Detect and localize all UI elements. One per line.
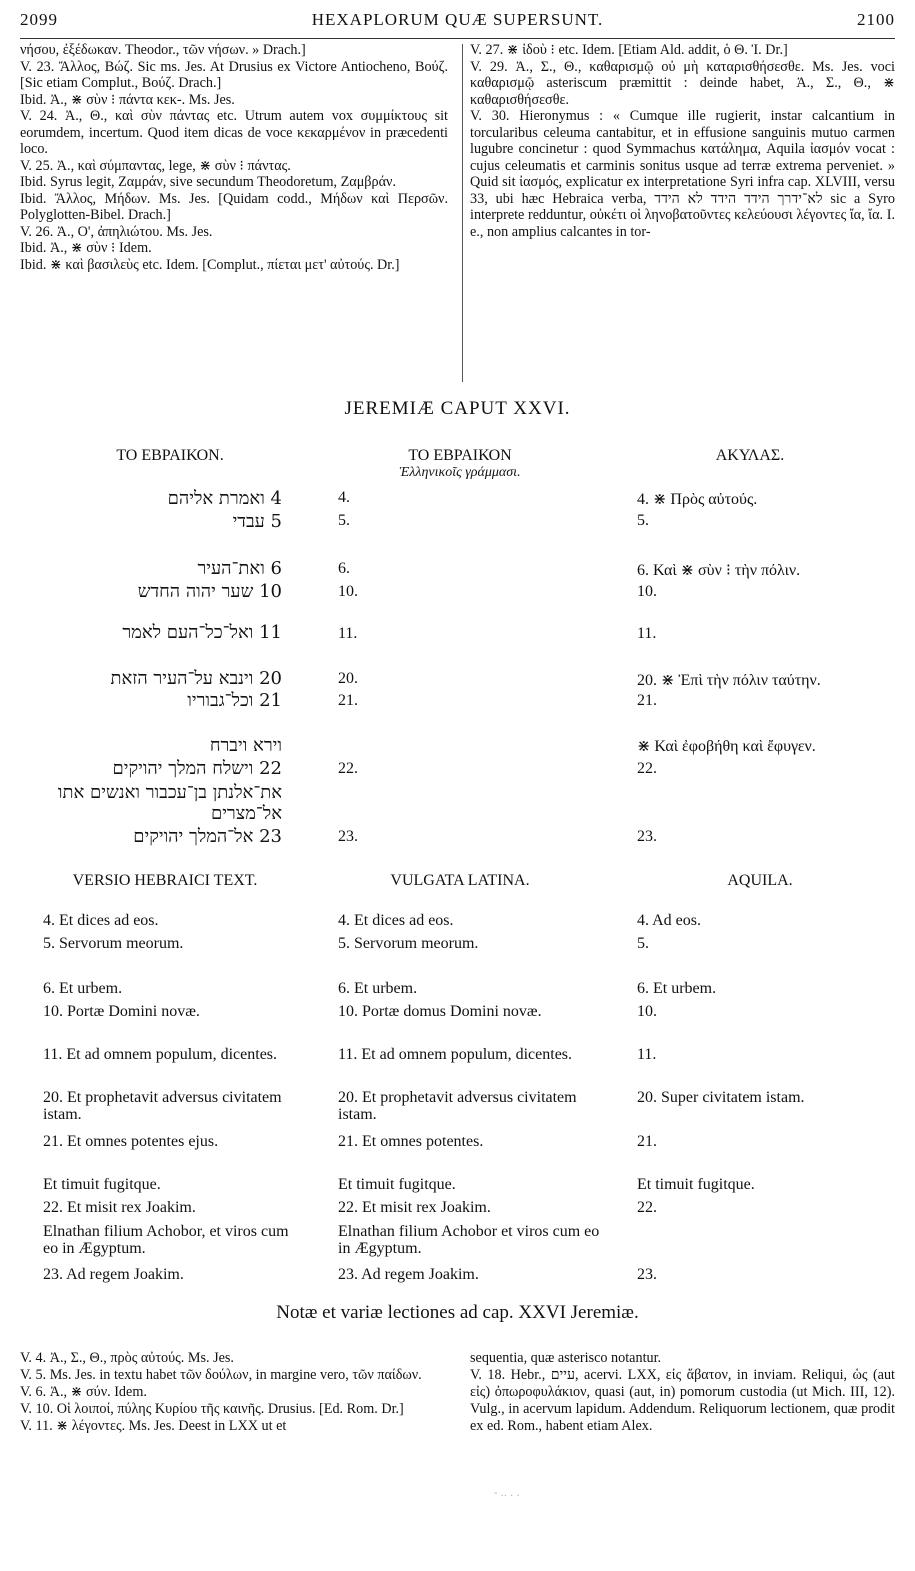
- mid-cell: 20.: [338, 670, 358, 687]
- versio-cell: 6. Et urbem.: [43, 980, 123, 997]
- header-versio: VERSIO HEBRAICI TEXT.: [72, 872, 258, 889]
- aquila-latin-cell: 21.: [637, 1133, 657, 1150]
- aquila-latin-cell: 22.: [637, 1199, 657, 1216]
- versio-cell: Elnathan filium Achobor, et viros cum eo in Ægyptum.: [43, 1223, 289, 1257]
- column-divider: [462, 44, 463, 382]
- note-paragraph: V. 23. Ἄλλος, Βώζ. Sic ms. Jes. At Drusius ex Victore Antiocheno, Βούζ. [Sic etiam Complut., Βούζ. Drach.]: [20, 58, 448, 91]
- versio-cell: 20. Et prophetavit adversus civitatem istam.: [43, 1089, 282, 1123]
- mid-cell: 4.: [338, 489, 350, 506]
- mid-cell: 11.: [338, 625, 358, 642]
- aquila-cell: ⋇ Καὶ ἐφοβήθη καὶ ἔφυγεν.: [637, 738, 816, 755]
- note-paragraph: sequentia, quæ asterisco notantur.: [470, 1350, 662, 1366]
- aquila-latin-cell: 5.: [637, 935, 649, 952]
- aquila-cell: 5.: [637, 512, 649, 529]
- aquila-latin-cell: 23.: [637, 1266, 657, 1283]
- aquila-cell: 23.: [637, 828, 657, 845]
- header-hebrew-greek-title: ΤΟ ΕΒΡΑΙΚΟΝ: [408, 447, 512, 464]
- hebrew-cell: 21 וכל־גבוריו: [187, 690, 282, 711]
- vulgata-cell: 11. Et ad omnem populum, dicentes.: [338, 1046, 573, 1063]
- hebrew-cell: אל־מצרים: [210, 803, 282, 824]
- vulgata-cell: 23. Ad regem Joakim.: [338, 1266, 479, 1283]
- hebrew-cell: וירא ויברח: [209, 735, 282, 756]
- running-header: [20, 10, 895, 34]
- aquila-latin-cell: 6. Et urbem.: [637, 980, 717, 997]
- note-paragraph: Ibid. Ἄλλος, Μήδων. Ms. Jes. [Quidam codd., Μήδων καὶ Περσῶν. Polyglotten-Bibel. Drach.]: [20, 190, 448, 223]
- header-hebrew: ΤΟ ΕΒΡΑΙΚΟΝ.: [116, 447, 224, 464]
- note-paragraph: Ibid. Syrus legit, Ζαμράν, sive secundum Theodoretum, Ζαμβράν.: [20, 174, 396, 190]
- running-title: HEXAPLORUM QUÆ SUPERSUNT.: [311, 10, 604, 29]
- aquila-latin-cell: 11.: [637, 1046, 657, 1063]
- note-paragraph: V. 6. Ἀ., ⋇ σύν. Idem.: [20, 1384, 147, 1400]
- note-paragraph: Ibid. ⋇ καὶ βασιλεὺς etc. Idem. [Complut., πίεται μετ' αὐτούς. Dr.]: [20, 256, 400, 273]
- versio-cell: 21. Et omnes potentes ejus.: [43, 1133, 219, 1150]
- aquila-latin-cell: 4. Ad eos.: [637, 912, 701, 929]
- hebrew-cell: 20 וינבא על־העיר הזאת: [110, 668, 282, 689]
- versio-cell: 11. Et ad omnem populum, dicentes.: [43, 1046, 278, 1063]
- vulgata-cell: 6. Et urbem.: [338, 980, 418, 997]
- header-aquila-latin: AQUILA.: [727, 872, 793, 889]
- note-paragraph: V. 4. Ἀ., Σ., Θ., πρὸς αὐτούς. Ms. Jes.: [20, 1350, 234, 1366]
- top-right-notes: [470, 42, 895, 240]
- page-number-left: 2099: [20, 10, 58, 29]
- hebrew-cell: 4 ואמרת אליהם: [167, 488, 282, 509]
- aquila-cell: 11.: [637, 625, 657, 642]
- hebrew-cell: 6 ואת־העיר: [197, 558, 282, 579]
- aquila-latin-cell: Et timuit fugitque.: [637, 1176, 755, 1193]
- vulgata-cell: 10. Portæ domus Domini novæ.: [338, 1003, 542, 1020]
- notes-title: Notæ et variæ lectiones ad cap. XXVI Jeremiæ.: [276, 1302, 639, 1323]
- vulgata-cell: 21. Et omnes potentes.: [338, 1133, 484, 1150]
- note-paragraph: V. 11. ⋇ λέγοντες. Ms. Jes. Deest in LXX ut et: [20, 1418, 287, 1434]
- aquila-latin-cell: 10.: [637, 1003, 657, 1020]
- header-aquila-greek: ΑΚΥΛΑΣ.: [715, 447, 785, 464]
- mid-cell: 10.: [338, 583, 358, 600]
- page-number-right: 2100: [857, 10, 895, 29]
- note-paragraph: V. 18. Hebr., עיים, acervi. LXX, εἰς ἄβατον, in inviam. Reliqui, ὡς (aut εἰς) ὀπωροφυλάκιον, quasi (aut, in) pomorum custodia (ut Mich. III, 12). Vulg., in acervum lapidum. Addendum. Reliquorum lectionem, quæ prodit ex ed. Rom., habent etiam Alex.: [470, 1367, 895, 1434]
- hebrew-cell: 22 וישלח המלך יהויקים: [112, 758, 282, 779]
- aquila-cell: 4. ⋇ Πρὸς αὐτούς.: [637, 491, 758, 508]
- note-paragraph: V. 29. Ἀ., Σ., Θ., καθαρισμῷ οὐ μὴ καταρισθήσεσθε. Ms. Jes. voci καθαρισμῷ asteriscum præmittit : deinde habet, Ἀ., Σ., Θ., ⋇ καθαρισθήσεσθε.: [470, 58, 895, 108]
- header-hebrew-greek-sub: Ἑλληνικοῖς γράμμασι.: [399, 465, 521, 480]
- note-paragraph: νήσου, ἐξέδωκαν. Theodor., τῶν νήσων. » Drach.]: [20, 42, 306, 58]
- vulgata-cell: 4. Et dices ad eos.: [338, 912, 454, 929]
- note-paragraph: V. 30. Hieronymus : « Cumque ille rugierit, instar calcantium in torcularibus celeuma cantabitur, et in effusione sanguinis mutuo carmen lugubre concinetur : quod Symmachus κατάλημα, Aquila ἰασμόν vocat : cujus celeumatis et carminis sonitus usque ad terræ extrema perveniet. » Quid sit ἰασμός, explicatur ex interpretatione Syri infra cap. XLVIII, versu 33, ubi hæc Hebraica verba, לא־ידרך הידד הידד לא הידד sic a Syro interprete redduntur, οὐκέτι οἱ ληνοβατοῦντες κελεύουσι λέγοντες ἴα, ἴα. I. e., non amplius calcantes in tor-: [470, 108, 895, 240]
- mid-cell: 21.: [338, 692, 358, 709]
- note-paragraph: Ibid. Ἀ., ⋇ σὺν ⁝ πάντα κεκ-. Ms. Jes.: [20, 91, 235, 108]
- top-left-notes: [20, 42, 448, 273]
- note-paragraph: Ibid. Ἀ., ⋇ σὺν ⁝ Idem.: [20, 240, 152, 256]
- vulgata-cell: 22. Et misit rex Joakim.: [338, 1199, 491, 1216]
- header-vulgata: VULGATA LATINA.: [390, 872, 530, 889]
- versio-cell: 4. Et dices ad eos.: [43, 912, 159, 929]
- note-paragraph: V. 24. Ἀ., Θ., καὶ σὺν πάντας etc. Utrum autem vox συμμίκτους sit eorumdem, incertum. Quod item dicas de voce κεκαρμένον in præcedenti loco.: [20, 108, 448, 157]
- vulgata-cell: 20. Et prophetavit adversus civitatem istam.: [338, 1089, 577, 1123]
- note-paragraph: V. 27. ⋇ ἰδοὺ ⁝ etc. Idem. [Etiam Ald. addit, ὁ Θ. Ἰ. Dr.]: [470, 42, 788, 58]
- chapter-title: JEREMIÆ CAPUT XXVI.: [344, 398, 571, 419]
- aquila-cell: 22.: [637, 760, 657, 777]
- vulgata-cell: Et timuit fugitque.: [338, 1176, 456, 1193]
- note-paragraph: V. 25. Ἀ., καὶ σύμπαντας, lege, ⋇ σὺν ⁝ πάντας.: [20, 157, 291, 174]
- versio-cell: Et timuit fugitque.: [43, 1176, 161, 1193]
- versio-cell: 5. Servorum meorum.: [43, 935, 184, 952]
- note-paragraph: V. 10. Οἱ λοιποί, πύλης Κυρίου τῆς καινῆς. Drusius. [Ed. Rom. Dr.]: [20, 1401, 404, 1417]
- aquila-cell: 21.: [637, 692, 657, 709]
- vulgata-cell: 5. Servorum meorum.: [338, 935, 479, 952]
- hebrew-cell: 11 ואל־כל־העם לאמר: [122, 622, 282, 643]
- notes-right-column: [470, 1350, 895, 1435]
- versio-cell: 10. Portæ Domini novæ.: [43, 1003, 200, 1020]
- hebrew-cell: 10 שער יהוה החדש: [137, 581, 282, 602]
- aquila-cell: 20. ⋇ Ἐπὶ τὴν πόλιν ταύτην.: [637, 672, 821, 689]
- note-paragraph: V. 26. Ἀ., Ο', ἀπηλιώτου. Ms. Jes.: [20, 223, 213, 240]
- print-speck: - .. . .: [494, 1488, 520, 1499]
- note-paragraph: V. 5. Ms. Jes. in textu habet τῶν δούλων, in margine vero, τῶν παίδων.: [20, 1367, 422, 1383]
- mid-cell: 22.: [338, 760, 358, 777]
- aquila-cell: 6. Καὶ ⋇ σὺν ⁝ τὴν πόλιν.: [637, 562, 801, 579]
- header-hebrew-greek-letters: [335, 447, 585, 481]
- aquila-cell: 10.: [637, 583, 657, 600]
- mid-cell: 23.: [338, 828, 358, 845]
- header-rule: [20, 38, 895, 39]
- aquila-latin-cell: 20. Super civitatem istam.: [637, 1089, 805, 1106]
- hebrew-cell: את־אלנתן בן־עכבור ואנשים אתו: [57, 782, 282, 803]
- notes-left-column: [20, 1350, 448, 1435]
- mid-cell: 5.: [338, 512, 350, 529]
- mid-cell: 6.: [338, 560, 350, 577]
- versio-cell: 23. Ad regem Joakim.: [43, 1266, 184, 1283]
- hebrew-cell: 5 עבדי: [232, 511, 282, 532]
- vulgata-cell: Elnathan filium Achobor et viros cum eo in Ægyptum.: [338, 1223, 600, 1257]
- hebrew-cell: 23 אל־המלך יהויקים: [133, 826, 282, 847]
- versio-cell: 22. Et misit rex Joakim.: [43, 1199, 196, 1216]
